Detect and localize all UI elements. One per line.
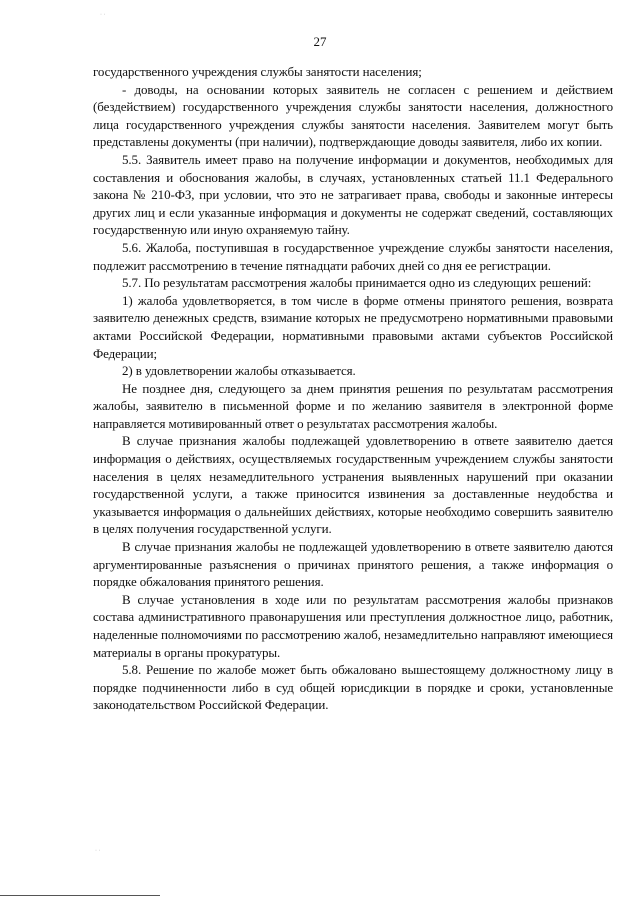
paragraph: 5.5. Заявитель имеет право на получение информации и документов, необходимых для составления и обоснования жалобы, в случаях, установленных статьей 11.1 Федерального закона № 210-ФЗ, при условии, что это не затрагивает права, свободы и законные интересы других лиц и если указанные информация и документы не содержат сведений, составляющих государственную или иную охраняемую тайну. <box>93 151 613 238</box>
paragraph: Не позднее дня, следующего за днем принятия решения по результатам рассмотрения жалобы, заявителю в письменной форме и по желанию заявителя в электронной форме направляется мотивированный ответ о результатах рассмотрения жалобы. <box>93 380 613 431</box>
paragraph: 5.6. Жалоба, поступившая в государственное учреждение службы занятости населения, подлежит рассмотрению в течение пятнадцати рабочих дней со дня ее регистрации. <box>93 239 613 273</box>
paragraph: - доводы, на основании которых заявитель не согласен с решением и действием (бездействием) государственного учреждения службы занятости населения, должностного лица государственного учреждения службы занятости населения. Заявителем могут быть представлены документы (при наличии), подтверждающие доводы заявителя, либо их копии. <box>93 81 613 150</box>
bottom-rule <box>0 895 160 896</box>
paragraph: 5.8. Решение по жалобе может быть обжаловано вышестоящему должностному лицу в порядке подчиненности либо в суд общей юрисдикции в порядке и сроки, установленные законодательством Российской Федерации. <box>93 662 613 713</box>
paragraph: 5.7. По результатам рассмотрения жалобы принимается одно из следующих решений: <box>122 275 592 291</box>
page-number: 27 <box>313 34 327 49</box>
paragraph: В случае установления в ходе или по результатам рассмотрения жалобы признаков состава административного правонарушения или преступления должностное лицо, работник, наделенные полномочиями по рассмотрению жалоб, незамедлительно направляют имеющиеся материалы в органы прокуратуры. <box>93 591 613 660</box>
paragraph: В случае признания жалобы подлежащей удовлетворению в ответе заявителю дается информация о действиях, осуществляемых государственным учреждением службы занятости населения в целях незамедлительного устранения выявленных нарушений при оказании государственной услуги, а также приносится извинения за доставленные неудобства и указывается информация о дальнейших действиях, которые необходимо совершить заявителю в целях получения государственной услуги. <box>93 433 613 537</box>
paragraph: В случае признания жалобы не подлежащей удовлетворению в ответе заявителю даются аргументированные разъяснения о причинах принятого решения, а также информация о порядке обжалования принятого решения. <box>93 539 613 590</box>
paragraph: государственного учреждения службы занятости населения; <box>93 64 422 79</box>
scan-speck: · · <box>95 848 101 854</box>
document-body <box>93 63 613 714</box>
scan-speck: · · <box>100 12 106 18</box>
paragraph: 2) в удовлетворении жалобы отказывается. <box>122 363 356 379</box>
paragraph: 1) жалоба удовлетворяется, в том числе в форме отмены принятого решения, возврата заявителю денежных средств, взимание которых не предусмотрено нормативными правовыми актами Российской Федерации, нормативными правовыми актами субъектов Российской Федерации; <box>93 292 613 361</box>
